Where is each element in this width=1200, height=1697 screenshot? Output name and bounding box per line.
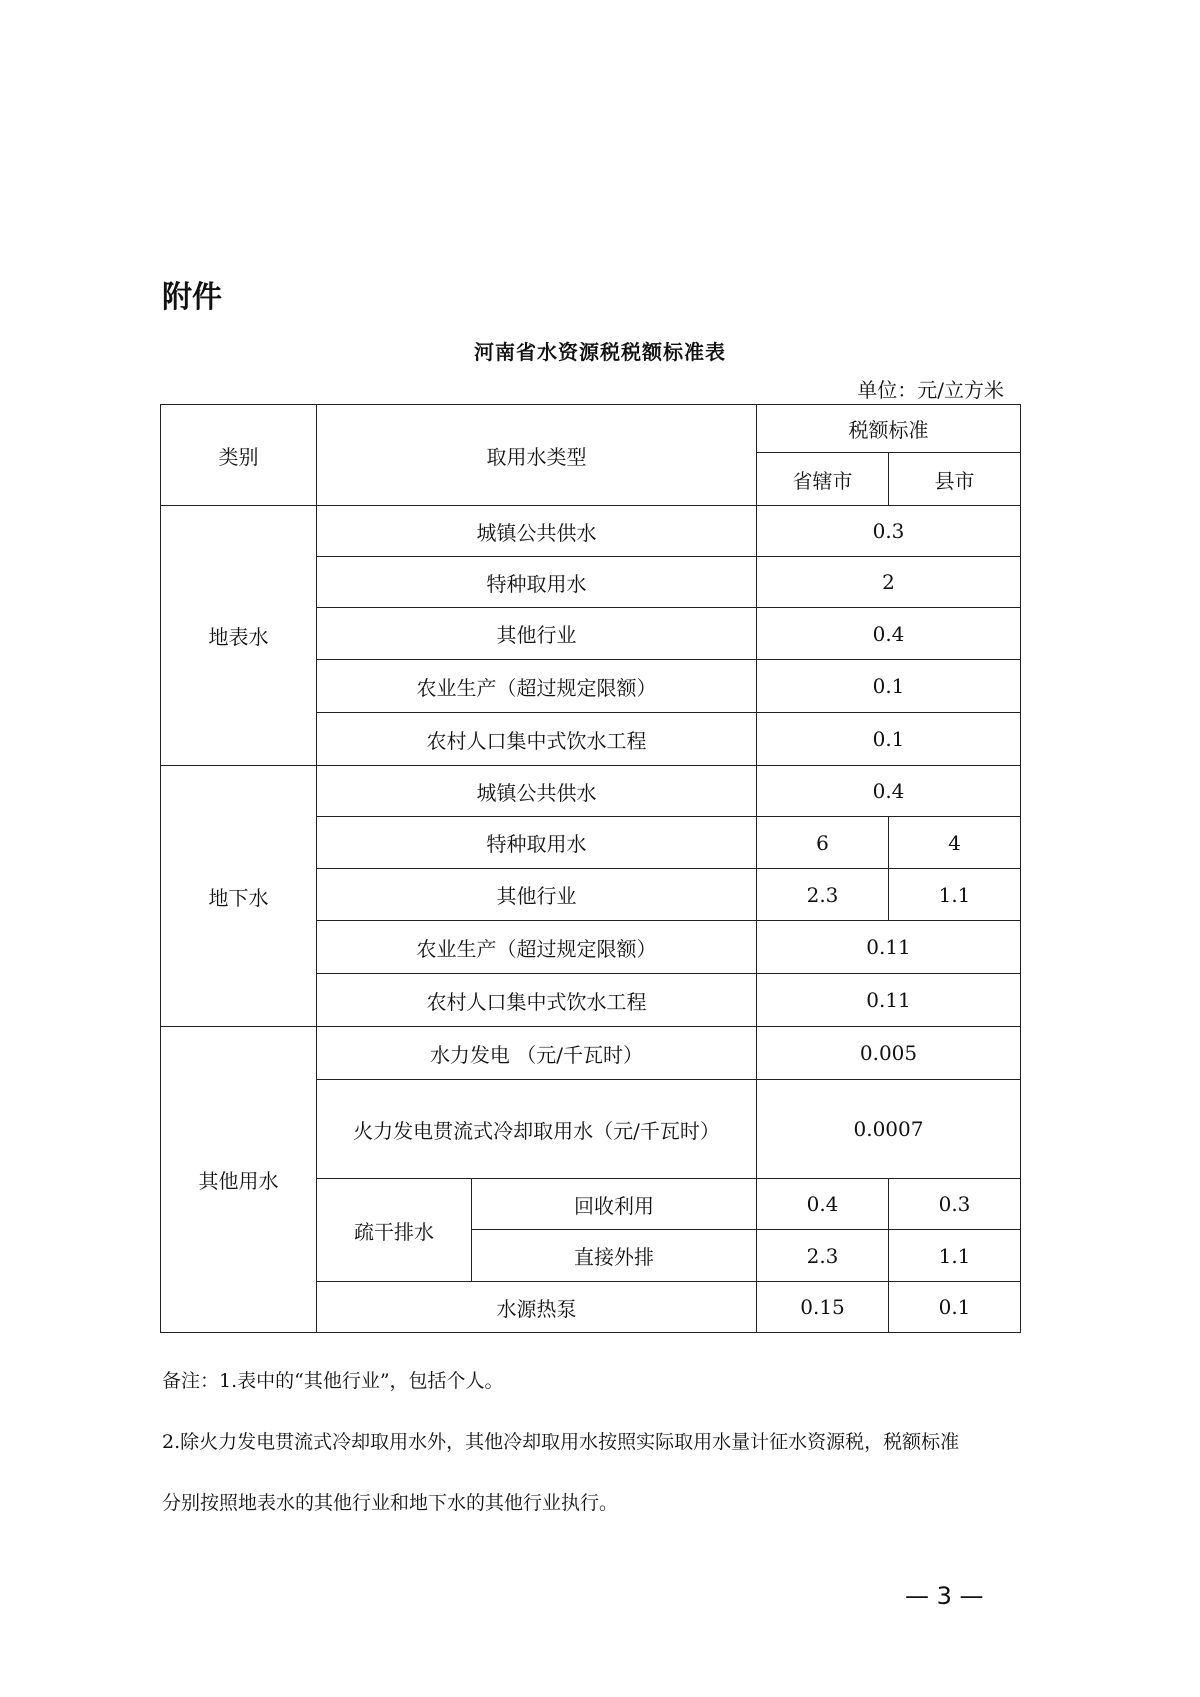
tax-value-provincial: 6 [757, 817, 889, 869]
water-type-cell: 农村人口集中式饮水工程 [317, 974, 757, 1027]
header-tax-standard: 税额标准 [757, 405, 1021, 453]
water-type-cell: 城镇公共供水 [317, 766, 757, 817]
category-surface-water: 地表水 [161, 506, 317, 766]
tax-value-cell: 0.0007 [757, 1080, 1021, 1179]
tax-value-cell: 2 [757, 557, 1021, 608]
tax-value-cell: 0.11 [757, 921, 1021, 974]
note-line-2: 2.除火力发电贯流式冷却取用水外，其他冷却取用水按照实际取用水量计征水资源税，税额标准 [162, 1431, 960, 1453]
water-type-cell: 农村人口集中式饮水工程 [317, 713, 757, 766]
tax-value-provincial: 0.15 [757, 1282, 889, 1333]
header-provincial-city: 省辖市 [757, 453, 889, 506]
header-water-type: 取用水类型 [317, 405, 757, 506]
water-type-cell: 其他行业 [317, 869, 757, 921]
tax-value-county: 1.1 [889, 1230, 1021, 1282]
water-type-cell: 回收利用 [472, 1179, 757, 1230]
water-type-cell: 农业生产（超过规定限额） [317, 921, 757, 974]
tax-value-cell: 0.1 [757, 713, 1021, 766]
header-category: 类别 [161, 405, 317, 506]
tax-value-cell: 0.4 [757, 608, 1021, 660]
water-type-cell: 特种取用水 [317, 557, 757, 608]
water-type-cell: 农业生产（超过规定限额） [317, 660, 757, 713]
table-title: 河南省水资源税税额标准表 [474, 340, 726, 364]
tax-value-cell: 0.11 [757, 974, 1021, 1027]
water-type-cell: 城镇公共供水 [317, 506, 757, 557]
tax-rate-table [160, 404, 1021, 1333]
note-line-3: 分别按照地表水的其他行业和地下水的其他行业执行。 [162, 1492, 619, 1514]
tax-value-cell: 0.005 [757, 1027, 1021, 1080]
water-type-cell: 直接外排 [472, 1230, 757, 1282]
drainage-label: 疏干排水 [317, 1179, 472, 1282]
tax-value-cell: 0.1 [757, 660, 1021, 713]
water-type-cell: 水力发电 （元/千瓦时） [317, 1027, 757, 1080]
tax-value-provincial: 2.3 [757, 1230, 889, 1282]
tax-value-county: 0.1 [889, 1282, 1021, 1333]
water-type-cell: 水源热泵 [317, 1282, 757, 1333]
table-row [161, 766, 1021, 817]
unit-label: 单位：元/立方米 [857, 378, 1004, 402]
water-type-cell: 火力发电贯流式冷却取用水（元/千瓦时） [317, 1080, 757, 1179]
tax-value-county: 4 [889, 817, 1021, 869]
water-type-cell: 特种取用水 [317, 817, 757, 869]
note-line-1: 备注：1.表中的“其他行业”，包括个人。 [162, 1370, 504, 1392]
tax-value-provincial: 0.4 [757, 1179, 889, 1230]
tax-value-cell: 0.4 [757, 766, 1021, 817]
table-row [161, 506, 1021, 557]
water-type-cell: 其他行业 [317, 608, 757, 660]
tax-value-county: 1.1 [889, 869, 1021, 921]
tax-value-cell: 0.3 [757, 506, 1021, 557]
tax-value-provincial: 2.3 [757, 869, 889, 921]
page-number: — 3 — [905, 1582, 984, 1610]
tax-value-county: 0.3 [889, 1179, 1021, 1230]
table-row [161, 1027, 1021, 1080]
category-ground-water: 地下水 [161, 766, 317, 1027]
attachment-heading: 附件 [162, 280, 222, 315]
category-other-water: 其他用水 [161, 1027, 317, 1333]
header-county-city: 县市 [889, 453, 1021, 506]
